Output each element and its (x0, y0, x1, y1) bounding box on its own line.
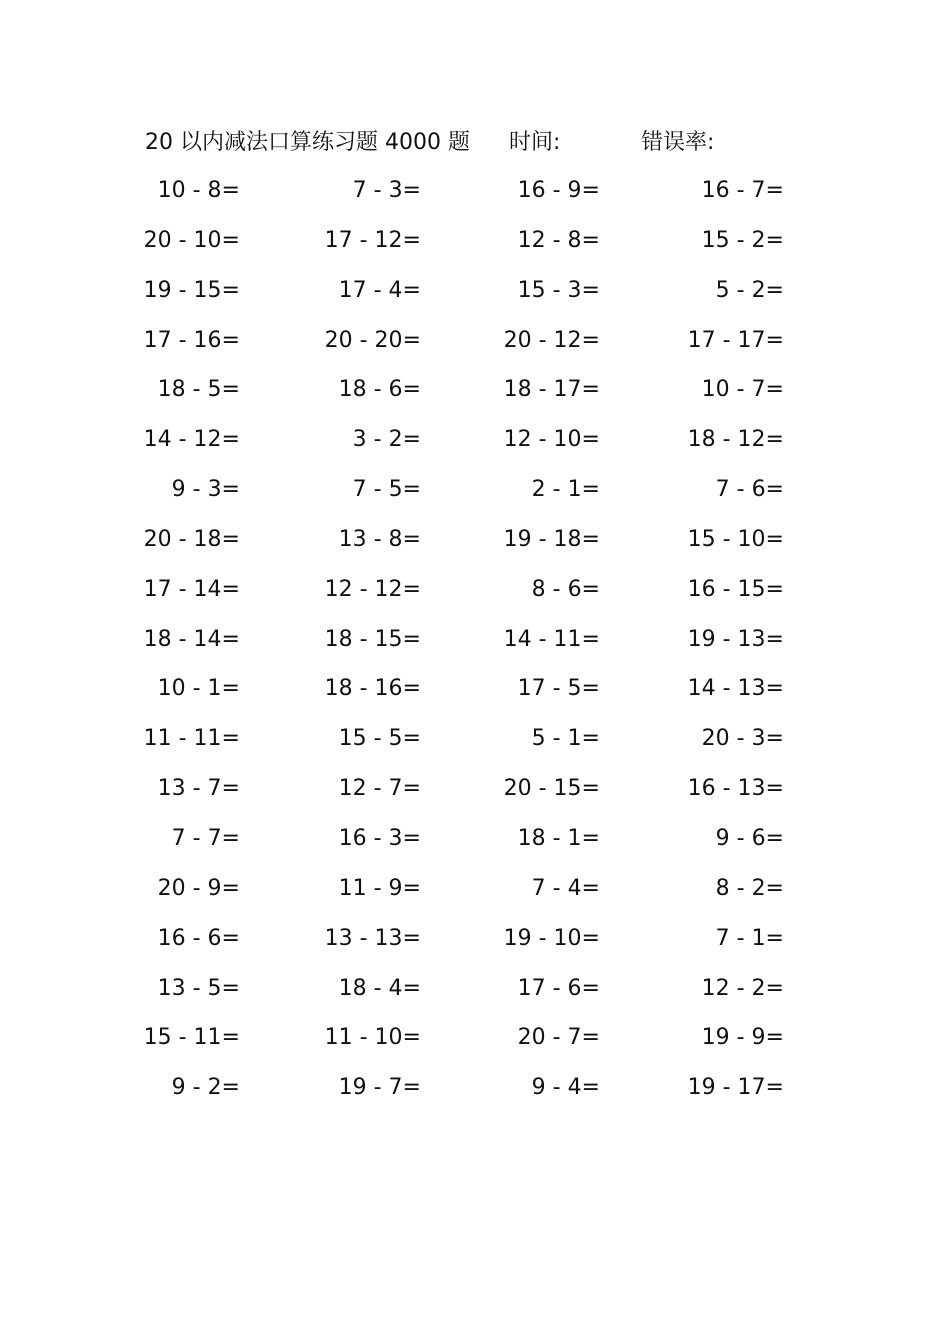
subtraction-problem: 13 - 5= (157, 975, 240, 1001)
subtraction-problem: 20 - 20= (324, 327, 421, 353)
subtraction-problem: 20 - 3= (701, 726, 784, 752)
subtraction-problem: 7 - 7= (171, 825, 240, 851)
subtraction-problem: 19 - 15= (143, 277, 240, 303)
subtraction-problem: 13 - 8= (338, 526, 421, 552)
subtraction-problem: 19 - 17= (687, 1075, 784, 1101)
subtraction-problem: 18 - 4= (338, 975, 421, 1001)
subtraction-problem: 18 - 14= (143, 626, 240, 652)
problem-row (0, 615, 950, 665)
subtraction-problem: 11 - 11= (143, 726, 240, 752)
subtraction-problem: 14 - 13= (687, 676, 784, 702)
subtraction-problem: 7 - 5= (352, 477, 421, 503)
problem-row (0, 365, 950, 415)
subtraction-problem: 20 - 18= (143, 526, 240, 552)
subtraction-problem: 19 - 7= (338, 1075, 421, 1101)
subtraction-problem: 19 - 18= (503, 526, 600, 552)
problem-row (0, 415, 950, 465)
subtraction-problem: 17 - 14= (143, 576, 240, 602)
subtraction-problem: 18 - 12= (687, 427, 784, 453)
problem-row (0, 764, 950, 814)
problem-row (0, 714, 950, 764)
time-label: 时间: (509, 130, 561, 155)
problem-row (0, 914, 950, 964)
subtraction-problem: 5 - 1= (531, 726, 600, 752)
problem-row (0, 515, 950, 565)
subtraction-problem: 10 - 1= (157, 676, 240, 702)
subtraction-problem: 12 - 10= (503, 427, 600, 453)
problem-row (0, 465, 950, 515)
subtraction-problem: 9 - 6= (715, 825, 784, 851)
subtraction-problem: 20 - 10= (143, 227, 240, 253)
problem-row (0, 964, 950, 1014)
problem-row (0, 266, 950, 316)
subtraction-problem: 17 - 5= (517, 676, 600, 702)
error-rate-label: 错误率: (641, 130, 715, 155)
subtraction-problem: 20 - 15= (503, 776, 600, 802)
subtraction-problem: 5 - 2= (715, 277, 784, 303)
subtraction-problem: 18 - 16= (324, 676, 421, 702)
subtraction-problem: 7 - 6= (715, 477, 784, 503)
subtraction-problem: 17 - 17= (687, 327, 784, 353)
subtraction-problem: 15 - 3= (517, 277, 600, 303)
subtraction-problem: 14 - 12= (143, 427, 240, 453)
subtraction-problem: 13 - 7= (157, 776, 240, 802)
subtraction-problem: 7 - 3= (352, 178, 421, 203)
subtraction-problem: 16 - 7= (701, 178, 784, 203)
subtraction-problem: 18 - 5= (157, 377, 240, 403)
subtraction-problem: 20 - 9= (157, 875, 240, 901)
problem-row (0, 814, 950, 864)
worksheet-title: 20 以内减法口算练习题 4000 题 (145, 130, 470, 155)
subtraction-problem: 15 - 5= (338, 726, 421, 752)
subtraction-problem: 7 - 1= (715, 925, 784, 951)
subtraction-problem: 11 - 10= (324, 1025, 421, 1051)
problem-row (0, 864, 950, 914)
subtraction-problem: 19 - 13= (687, 626, 784, 652)
problem-row (0, 664, 950, 714)
subtraction-problem: 19 - 9= (701, 1025, 784, 1051)
subtraction-problem: 9 - 3= (171, 477, 240, 503)
subtraction-problem: 15 - 2= (701, 227, 784, 253)
subtraction-problem: 17 - 6= (517, 975, 600, 1001)
problem-row (0, 565, 950, 615)
subtraction-problem: 16 - 13= (687, 776, 784, 802)
subtraction-problem: 15 - 10= (687, 526, 784, 552)
subtraction-problem: 19 - 10= (503, 925, 600, 951)
subtraction-problem: 15 - 11= (143, 1025, 240, 1051)
subtraction-problem: 16 - 3= (338, 825, 421, 851)
problem-row (0, 216, 950, 266)
subtraction-problem: 14 - 11= (503, 626, 600, 652)
subtraction-problem: 17 - 16= (143, 327, 240, 353)
subtraction-problem: 17 - 4= (338, 277, 421, 303)
subtraction-problem: 7 - 4= (531, 875, 600, 901)
problem-row (0, 1013, 950, 1063)
subtraction-problem: 10 - 7= (701, 377, 784, 403)
subtraction-problem: 18 - 17= (503, 377, 600, 403)
worksheet-header (145, 126, 845, 160)
subtraction-problem: 3 - 2= (352, 427, 421, 453)
subtraction-problem: 9 - 4= (531, 1075, 600, 1101)
subtraction-problem: 20 - 7= (517, 1025, 600, 1051)
problem-row (0, 316, 950, 366)
subtraction-problem: 18 - 15= (324, 626, 421, 652)
subtraction-problem: 12 - 8= (517, 227, 600, 253)
subtraction-problem: 12 - 12= (324, 576, 421, 602)
subtraction-problem: 20 - 12= (503, 327, 600, 353)
subtraction-problem: 16 - 9= (517, 178, 600, 203)
subtraction-problem: 8 - 6= (531, 576, 600, 602)
problem-grid (0, 166, 950, 1113)
subtraction-problem: 13 - 13= (324, 925, 421, 951)
subtraction-problem: 18 - 1= (517, 825, 600, 851)
subtraction-problem: 2 - 1= (531, 477, 600, 503)
subtraction-problem: 16 - 6= (157, 925, 240, 951)
problem-row (0, 166, 950, 216)
subtraction-problem: 12 - 7= (338, 776, 421, 802)
subtraction-problem: 10 - 8= (157, 178, 240, 203)
subtraction-problem: 18 - 6= (338, 377, 421, 403)
subtraction-problem: 16 - 15= (687, 576, 784, 602)
subtraction-problem: 12 - 2= (701, 975, 784, 1001)
subtraction-problem: 9 - 2= (171, 1075, 240, 1101)
subtraction-problem: 17 - 12= (324, 227, 421, 253)
problem-row (0, 1063, 950, 1113)
subtraction-problem: 11 - 9= (338, 875, 421, 901)
subtraction-problem: 8 - 2= (715, 875, 784, 901)
